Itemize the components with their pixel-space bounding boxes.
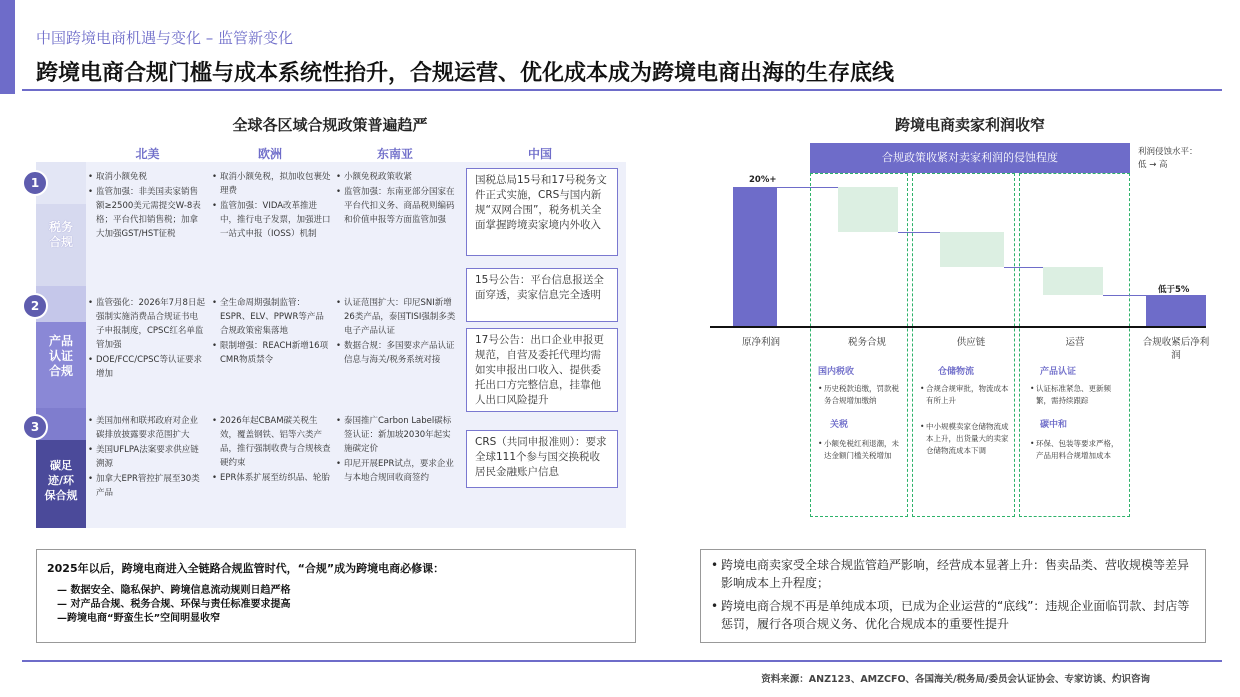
cell-product-southeast-asia [336,296,458,368]
cell-item: • 监管加强：东南亚部分国家在平台代扣义务、商品税则编码和价值申报等方面监管加强 [336,185,458,227]
erosion-legend: 利润侵蚀水平： 低 → 高 [1138,147,1198,170]
cell-tax-north-america [88,170,206,242]
waterfall-step-bar [940,232,1004,267]
cell-item: • EPR体系扩展至纺织品、轮胎 [212,471,332,485]
insight-point: • 跨境电商合规不再是单纯成本项，已成为企业运营的“底线”：违规企业面临罚款、封店等惩罚，履行各项合规义务、优化合规成本的重要性提升 [711,597,1195,633]
detail-text [818,438,904,462]
detail-head: 仓储物流 [938,367,975,377]
x-tick-label: 供应链 [956,337,986,348]
cell-item: • 取消小额免税 [88,170,206,184]
summary-point: — 数据安全、隐私保护、跨境信息流动规则日趋严格 [57,585,291,596]
detail-head: 关税 [830,420,849,430]
cell-item: • 美国UFLPA法案要求供应链溯源 [88,443,206,471]
summary-lead: 2025年以后，跨境电商进入全链路合规监管时代，“合规”成为跨境电商必修课： [47,562,445,575]
x-tick-label: 合规收紧后净利润 [1142,337,1210,361]
waterfall-total-bar [733,187,777,326]
right-section-heading: 跨境电商卖家利润收窄 [894,116,1045,134]
source-note: 资料来源：ANZ123、AMZCFO、各国海关/税务局/委员会认证协会、专家访谈、灼识咨询 [761,674,1150,685]
summary-box [36,549,636,643]
cell-item: • 限制增强：REACH新增16项CMR物质禁令 [212,339,332,367]
insight-point: • 跨境电商卖家受全球合规监管趋严影响，经营成本显著上升：售卖品类、营收规模等差异影响成本上升程度； [711,556,1195,592]
detail-item: • 合规合规审批，物流成本有所上升 [920,383,1010,407]
detail-item: • 环保、包装等要求严格，产品用料合规增加成本 [1030,438,1122,462]
left-section-heading: 全球各区域合规政策普遍趋严 [232,116,428,134]
detail-item: • 认证标准紧急、更新频繁，需持续跟踪 [1030,383,1122,407]
column-header-china: 中国 [527,147,552,161]
column-header-southeast-asia: 东南亚 [376,147,413,161]
footer-divider [22,660,1222,662]
detail-text [1030,383,1122,407]
cell-product-china-notice15: 15号公告：平台信息报送全面穿透，卖家信息完全透明 [466,268,618,322]
cell-item: • 监管加强：非美国卖家销售额≥2500美元需提交W-8表格；平台代扣销售税；加拿大加强GST/HST征税 [88,185,206,241]
row-number-2: 2 [22,293,48,319]
detail-item: • 小额免税红利退潮，未达金额门槛关税增加 [818,438,904,462]
accent-bar [0,0,15,94]
row-number-3: 3 [22,414,48,440]
waterfall-connector [1004,267,1043,268]
detail-item: • 中小规模卖家仓储物流成本上升，出货量大的卖家仓储物流成本下调 [920,421,1010,457]
detail-item: • 历史税款追缴，罚款税务合规增加缴纳 [818,383,904,407]
x-tick-label: 运营 [1065,337,1085,348]
cell-item: • 泰国推广Carbon Label碳标签认证：新加坡2030年起实施碳定价 [336,414,458,456]
cell-item: • 取消小额免税，拟加收包裹处理费 [212,170,332,198]
waterfall-total-bar [1146,295,1206,326]
erosion-banner: 合规政策收紧对卖家利润的侵蚀程度 [810,143,1130,173]
cell-item: • 美国加州和联邦政府对企业碳排放披露要求范围扩大 [88,414,206,442]
cell-item: • 加拿大EPR管控扩展至30类产品 [88,472,206,500]
row-label-product [36,334,86,379]
waterfall-step-bar [838,187,898,232]
detail-text [920,383,1010,407]
cell-product-europe [212,296,332,368]
waterfall-connector [777,187,838,188]
cell-item: • 认证范围扩大：印尼SNI新增26类产品，泰国TISI强制多类电子产品认证 [336,296,458,338]
cell-item: • 2026年起CBAM碳关税生效，覆盖钢铁、铝等六类产品，推行强制收费与合规核查硬约束 [212,414,332,470]
detail-text [1030,438,1122,462]
cell-carbon-north-america [88,414,206,501]
row-label-tax-overlay-text: 税务合规 [48,220,73,249]
row-number-1: 1 [22,170,48,196]
summary-point: —跨境电商“野蛮生长”空间明显收窄 [57,613,221,624]
title-divider [22,89,1222,91]
detail-tax [818,364,904,462]
waterfall-connector [898,232,940,233]
column-header-north-america: 北美 [135,147,160,161]
column-header-europe: 欧洲 [257,147,282,161]
detail-head: 碳中和 [1040,420,1068,430]
cell-carbon-china: CRS（共同申报准则）：要求全球111个参与国交换税收居民金融账户信息 [466,430,618,488]
waterfall-step-bar [1043,267,1103,295]
cell-item: • 数据合规：多国要求产品认证信息与海关/税务系统对接 [336,339,458,367]
detail-supply [920,364,1010,457]
row-label-product-text: 产品认证合规 [48,334,73,378]
cell-carbon-southeast-asia [336,414,458,486]
cell-tax-china: 国税总局15号和17号税务文件正式实施，CRS与国内新规“双网合围”，税务机关全面掌握跨境卖家境内外收入 [466,168,618,256]
cell-item: • 全生命周期强制监管：ESPR、ELV、PPWR等产品合规政策密集落地 [212,296,332,338]
insight-box [700,549,1206,643]
page-title: 跨境电商合规门槛与成本系统性抬升，合规运营、优化成本成为跨境电商出海的生存底线 [36,61,895,86]
cell-item: • 监管加强：VIDA改革推进中，推行电子发票，加强进口一站式申报（IOSS）机制 [212,199,332,241]
cell-tax-southeast-asia [336,170,458,228]
cell-item: • DOE/FCC/CPSC等认证要求增加 [88,353,206,381]
cell-item: • 监管强化：2026年7月8日起强制实施消费品合规证书电子申报制度，CPSC红名单监管加强 [88,296,206,352]
cell-item: • 小额免税政策收紧 [336,170,458,184]
detail-ops [1030,364,1122,462]
cell-item: • 印尼开展EPR试点，要求企业与本地合规回收商签约 [336,457,458,485]
detail-head: 产品认证 [1040,367,1077,377]
x-tick-label: 税务合规 [847,337,886,348]
detail-text [818,383,904,407]
detail-head: 国内税收 [818,367,855,377]
row-label-carbon [36,458,86,503]
cell-carbon-europe [212,414,332,486]
cell-product-china-notice17: 17号公告：出口企业申报更规范，自营及委托代理均需如实申报出口收入、提供委托出口方完整信息，挂靠他人出口风险提升 [466,328,618,412]
detail-text [920,421,1010,457]
waterfall-connector [1103,295,1146,296]
value-label-start: 20%+ [749,175,777,185]
chart-baseline [710,326,1206,328]
row-label-carbon-text: 碳足迹/环保合规 [44,459,78,502]
cell-product-north-america [88,296,206,382]
row-label-tax-overlay [36,220,86,250]
summary-point: — 对产品合规、税务合规、环保与责任标准要求提高 [57,599,291,610]
value-label-end: 低于5% [1158,284,1190,295]
section-supertitle: 中国跨境电商机遇与变化 – 监管新变化 [36,29,294,47]
x-tick-label: 原净利润 [741,337,780,348]
cell-tax-europe [212,170,332,242]
